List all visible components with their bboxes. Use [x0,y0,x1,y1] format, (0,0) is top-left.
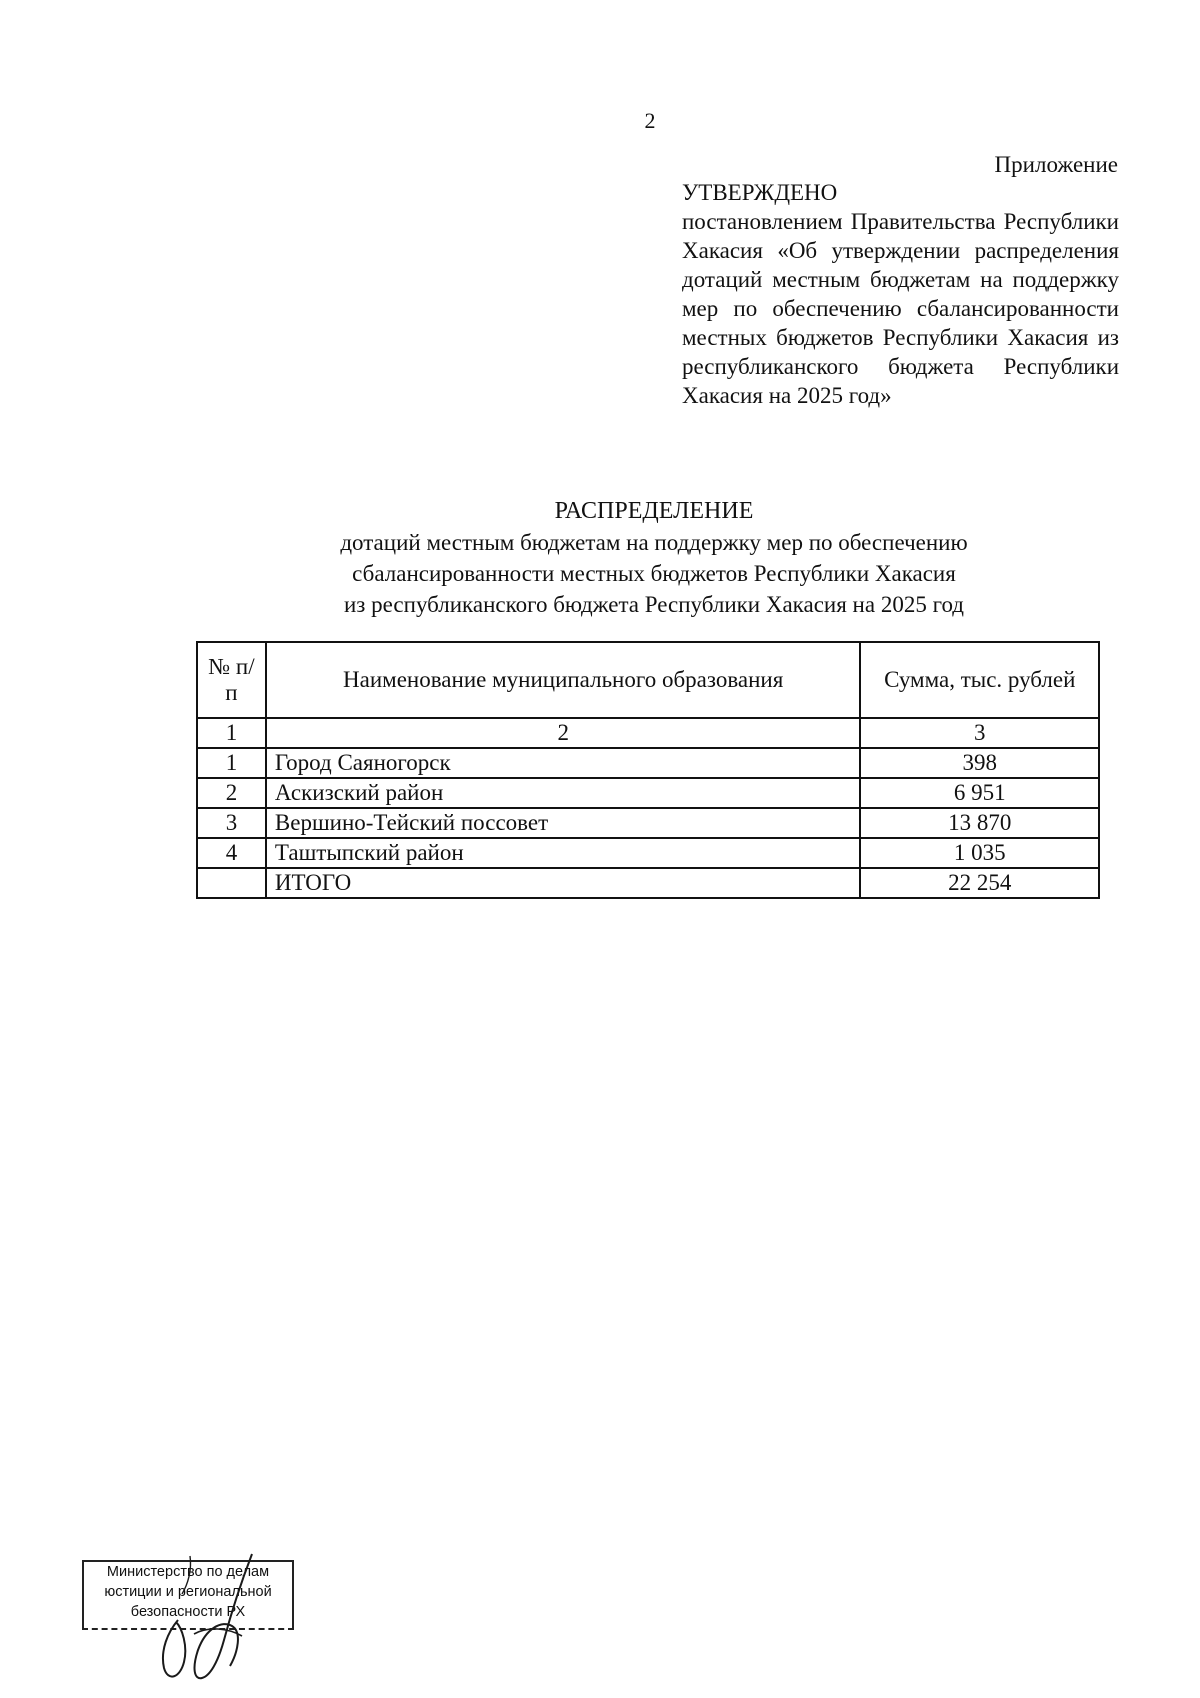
header-municipality: Наименование муниципального образования [266,642,861,718]
table-row [197,748,1099,778]
row-sum: 13 870 [860,808,1099,838]
row-municipality: Таштыпский район [266,838,861,868]
column-number: 1 [197,718,266,748]
row-number: 4 [197,838,266,868]
row-sum: 398 [860,748,1099,778]
total-row [197,868,1099,898]
page-number: 2 [644,108,656,133]
row-sum: 1 035 [860,838,1099,868]
total-number [197,868,266,898]
table-header-row [197,642,1099,718]
row-municipality: Город Саяногорск [266,748,861,778]
stamp-line: юстиции и региональной [104,1584,272,1600]
appendix-label: Приложение [994,152,1118,177]
total-sum: 22 254 [860,868,1099,898]
distribution-table [196,641,1100,899]
column-number: 3 [860,718,1099,748]
approval-description: постановлением Правительства Республики Хакасия «Об утверждении распределения дотаций местным бюджетам на поддержку мер по обеспечению сбалансированности местных бюджетов Республики Хакасия из республиканского бюджета Республики Хакасия на 2025 год» [682,209,1119,408]
total-label: ИТОГО [266,868,861,898]
row-sum: 6 951 [860,778,1099,808]
approval-block [682,178,1119,410]
subtitle-line: дотаций местным бюджетам на поддержку мер по обеспечению [340,530,968,555]
row-number: 3 [197,808,266,838]
signature-icon [82,1550,292,1685]
table-row [197,838,1099,868]
row-number: 1 [197,748,266,778]
stamp-line: безопасности РХ [130,1604,246,1620]
document-subtitle [0,527,1200,620]
stamp-line: Министерство по делам [106,1564,270,1580]
header-sum: Сумма, тыс. рублей [860,642,1099,718]
header-number: № п/п [197,642,266,718]
document-title: РАСПРЕДЕЛЕНИЕ [554,498,754,524]
approval-heading: УТВЕРЖДЕНО [682,180,838,205]
subtitle-line: сбалансированности местных бюджетов Республики Хакасия [352,561,956,586]
table-row [197,778,1099,808]
row-number: 2 [197,778,266,808]
row-municipality: Вершино-Тейский поссовет [266,808,861,838]
row-municipality: Аскизский район [266,778,861,808]
ministry-stamp [82,1550,292,1685]
table-row [197,808,1099,838]
column-number: 2 [266,718,861,748]
column-number-row [197,718,1099,748]
subtitle-line: из республиканского бюджета Республики Хакасия на 2025 год [344,592,964,617]
